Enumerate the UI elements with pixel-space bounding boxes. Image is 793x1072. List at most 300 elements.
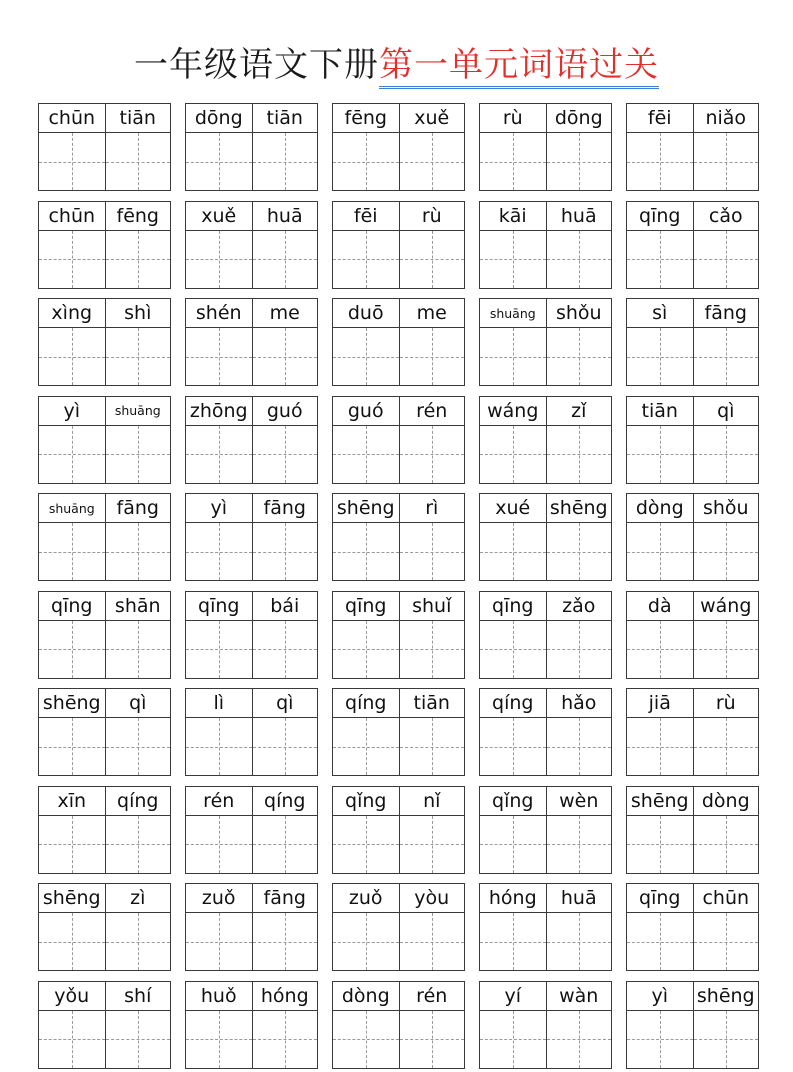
pinyin-label: yí xyxy=(480,982,546,1011)
pinyin-label: rù xyxy=(400,202,465,231)
pinyin-label: qīng xyxy=(627,202,693,231)
writing-box[interactable] xyxy=(694,1011,759,1068)
word-row xyxy=(38,201,761,289)
pinyin-label: qì xyxy=(694,397,759,426)
writing-box[interactable] xyxy=(39,231,105,288)
writing-box[interactable] xyxy=(547,523,612,580)
writing-box[interactable] xyxy=(39,913,105,970)
character-cell xyxy=(39,884,105,970)
word-cell xyxy=(185,688,318,776)
word-cell xyxy=(38,396,171,484)
writing-box[interactable] xyxy=(627,426,693,483)
writing-box[interactable] xyxy=(106,328,171,385)
writing-box[interactable] xyxy=(186,133,252,190)
character-cell xyxy=(39,787,105,873)
writing-box[interactable] xyxy=(106,718,171,775)
pinyin-label: yì xyxy=(627,982,693,1011)
writing-box[interactable] xyxy=(186,328,252,385)
writing-box[interactable] xyxy=(694,718,759,775)
word-cell xyxy=(185,103,318,191)
writing-box[interactable] xyxy=(694,816,759,873)
character-cell xyxy=(186,104,252,190)
pinyin-label: zǐ xyxy=(547,397,612,426)
word-cell xyxy=(332,591,465,679)
writing-box[interactable] xyxy=(106,913,171,970)
word-cell xyxy=(38,298,171,386)
word-cell xyxy=(332,396,465,484)
character-cell xyxy=(105,104,171,190)
pinyin-label: qīng xyxy=(186,592,252,621)
character-cell xyxy=(480,689,546,775)
pinyin-label: zǎo xyxy=(547,592,612,621)
pinyin-label: shān xyxy=(106,592,171,621)
writing-box[interactable] xyxy=(547,328,612,385)
character-cell xyxy=(693,494,759,580)
writing-box[interactable] xyxy=(333,133,399,190)
pinyin-label: huā xyxy=(547,884,612,913)
character-cell xyxy=(480,787,546,873)
writing-box[interactable] xyxy=(547,816,612,873)
writing-box[interactable] xyxy=(627,621,693,678)
character-cell xyxy=(693,299,759,385)
character-cell xyxy=(480,299,546,385)
writing-box[interactable] xyxy=(333,231,399,288)
character-cell xyxy=(252,202,318,288)
writing-box[interactable] xyxy=(694,328,759,385)
character-cell xyxy=(39,202,105,288)
writing-box[interactable] xyxy=(39,426,105,483)
word-cell xyxy=(38,883,171,971)
writing-box[interactable] xyxy=(627,913,693,970)
character-cell xyxy=(480,104,546,190)
writing-box[interactable] xyxy=(480,426,546,483)
character-cell xyxy=(105,787,171,873)
character-cell xyxy=(480,494,546,580)
writing-box[interactable] xyxy=(480,231,546,288)
character-cell xyxy=(480,202,546,288)
pinyin-label: qīng xyxy=(333,592,399,621)
pinyin-label: zhōng xyxy=(186,397,252,426)
pinyin-label: shuāng xyxy=(39,494,105,523)
word-row xyxy=(38,981,761,1069)
pinyin-label: wáng xyxy=(694,592,759,621)
word-cell xyxy=(185,591,318,679)
character-cell xyxy=(546,494,612,580)
character-cell xyxy=(399,494,465,580)
word-cell xyxy=(38,688,171,776)
writing-box[interactable] xyxy=(186,523,252,580)
writing-box[interactable] xyxy=(480,621,546,678)
character-cell xyxy=(627,689,693,775)
character-cell xyxy=(252,884,318,970)
writing-box[interactable] xyxy=(39,816,105,873)
character-cell xyxy=(333,202,399,288)
character-cell xyxy=(627,104,693,190)
pinyin-label: sì xyxy=(627,299,693,328)
pinyin-label: chūn xyxy=(39,104,105,133)
pinyin-label: rù xyxy=(694,689,759,718)
writing-box[interactable] xyxy=(400,718,465,775)
pinyin-label: zuǒ xyxy=(186,884,252,913)
pinyin-label: fēng xyxy=(333,104,399,133)
writing-box[interactable] xyxy=(400,328,465,385)
writing-box[interactable] xyxy=(253,133,318,190)
character-cell xyxy=(252,397,318,483)
word-cell xyxy=(626,103,759,191)
writing-box[interactable] xyxy=(333,913,399,970)
writing-box[interactable] xyxy=(186,426,252,483)
character-cell xyxy=(627,494,693,580)
word-cell xyxy=(479,396,612,484)
writing-box[interactable] xyxy=(186,913,252,970)
word-row xyxy=(38,688,761,776)
writing-box[interactable] xyxy=(480,133,546,190)
pinyin-label: kāi xyxy=(480,202,546,231)
writing-box[interactable] xyxy=(333,1011,399,1068)
word-row xyxy=(38,786,761,874)
character-cell xyxy=(693,104,759,190)
pinyin-label: shén xyxy=(186,299,252,328)
character-cell xyxy=(333,104,399,190)
writing-box[interactable] xyxy=(253,523,318,580)
writing-box[interactable] xyxy=(333,718,399,775)
character-cell xyxy=(186,299,252,385)
pinyin-label: duō xyxy=(333,299,399,328)
pinyin-label: shēng xyxy=(39,884,105,913)
word-grid xyxy=(38,103,761,1069)
writing-box[interactable] xyxy=(39,328,105,385)
writing-box[interactable] xyxy=(480,1011,546,1068)
writing-box[interactable] xyxy=(106,523,171,580)
word-cell xyxy=(38,103,171,191)
pinyin-label: qì xyxy=(106,689,171,718)
word-cell xyxy=(332,493,465,581)
character-cell xyxy=(252,299,318,385)
pinyin-label: qǐng xyxy=(480,787,546,816)
writing-box[interactable] xyxy=(547,718,612,775)
pinyin-label: chūn xyxy=(694,884,759,913)
title-unit: 第一单元词语过关 xyxy=(379,45,659,89)
pinyin-label: qì xyxy=(253,689,318,718)
pinyin-label: dòng xyxy=(694,787,759,816)
writing-box[interactable] xyxy=(547,913,612,970)
writing-box[interactable] xyxy=(627,816,693,873)
pinyin-label: me xyxy=(400,299,465,328)
writing-box[interactable] xyxy=(253,913,318,970)
writing-box[interactable] xyxy=(106,426,171,483)
character-cell xyxy=(333,982,399,1068)
writing-box[interactable] xyxy=(333,426,399,483)
word-cell xyxy=(626,688,759,776)
writing-box[interactable] xyxy=(694,523,759,580)
pinyin-label: yì xyxy=(39,397,105,426)
word-cell xyxy=(38,493,171,581)
pinyin-label: hǎo xyxy=(547,689,612,718)
writing-box[interactable] xyxy=(627,133,693,190)
word-cell xyxy=(38,981,171,1069)
pinyin-label: guó xyxy=(253,397,318,426)
writing-box[interactable] xyxy=(253,621,318,678)
word-cell xyxy=(626,883,759,971)
writing-box[interactable] xyxy=(106,1011,171,1068)
writing-box[interactable] xyxy=(106,133,171,190)
pinyin-label: wàn xyxy=(547,982,612,1011)
pinyin-label: wáng xyxy=(480,397,546,426)
writing-box[interactable] xyxy=(547,426,612,483)
pinyin-label: qīng xyxy=(39,592,105,621)
writing-box[interactable] xyxy=(400,816,465,873)
pinyin-label: shí xyxy=(106,982,171,1011)
writing-box[interactable] xyxy=(253,231,318,288)
pinyin-label: tiān xyxy=(106,104,171,133)
character-cell xyxy=(546,592,612,678)
pinyin-label: rì xyxy=(400,494,465,523)
character-cell xyxy=(186,884,252,970)
writing-box[interactable] xyxy=(186,231,252,288)
writing-box[interactable] xyxy=(253,718,318,775)
word-row xyxy=(38,396,761,484)
pinyin-label: zì xyxy=(106,884,171,913)
character-cell xyxy=(105,299,171,385)
writing-box[interactable] xyxy=(253,426,318,483)
character-cell xyxy=(186,689,252,775)
writing-box[interactable] xyxy=(400,1011,465,1068)
writing-box[interactable] xyxy=(627,523,693,580)
pinyin-label: huǒ xyxy=(186,982,252,1011)
pinyin-label: cǎo xyxy=(694,202,759,231)
character-cell xyxy=(105,884,171,970)
pinyin-label: jiā xyxy=(627,689,693,718)
pinyin-label: qíng xyxy=(480,689,546,718)
character-cell xyxy=(546,299,612,385)
writing-box[interactable] xyxy=(400,426,465,483)
writing-box[interactable] xyxy=(547,133,612,190)
pinyin-label: fāng xyxy=(253,494,318,523)
pinyin-label: shēng xyxy=(627,787,693,816)
writing-box[interactable] xyxy=(253,816,318,873)
pinyin-label: yǒu xyxy=(39,982,105,1011)
character-cell xyxy=(480,592,546,678)
writing-box[interactable] xyxy=(186,1011,252,1068)
character-cell xyxy=(546,689,612,775)
character-cell xyxy=(105,592,171,678)
character-cell xyxy=(693,592,759,678)
writing-box[interactable] xyxy=(627,718,693,775)
word-cell xyxy=(626,298,759,386)
pinyin-label: dòng xyxy=(627,494,693,523)
pinyin-label: rù xyxy=(480,104,546,133)
character-cell xyxy=(627,202,693,288)
writing-box[interactable] xyxy=(480,913,546,970)
pinyin-label: bái xyxy=(253,592,318,621)
writing-box[interactable] xyxy=(333,328,399,385)
pinyin-label: hóng xyxy=(253,982,318,1011)
pinyin-label: yòu xyxy=(400,884,465,913)
word-cell xyxy=(185,493,318,581)
pinyin-label: rén xyxy=(400,397,465,426)
writing-box[interactable] xyxy=(400,913,465,970)
pinyin-label: me xyxy=(253,299,318,328)
writing-box[interactable] xyxy=(694,133,759,190)
pinyin-label: shuǐ xyxy=(400,592,465,621)
writing-box[interactable] xyxy=(106,621,171,678)
writing-box[interactable] xyxy=(186,718,252,775)
character-cell xyxy=(627,982,693,1068)
word-cell xyxy=(185,883,318,971)
writing-box[interactable] xyxy=(547,1011,612,1068)
writing-box[interactable] xyxy=(400,621,465,678)
word-cell xyxy=(479,883,612,971)
pinyin-label: qǐng xyxy=(333,787,399,816)
character-cell xyxy=(333,689,399,775)
pinyin-label: shǒu xyxy=(547,299,612,328)
writing-box[interactable] xyxy=(186,816,252,873)
writing-box[interactable] xyxy=(480,816,546,873)
writing-box[interactable] xyxy=(186,621,252,678)
character-cell xyxy=(333,397,399,483)
character-cell xyxy=(627,787,693,873)
word-cell xyxy=(185,201,318,289)
character-cell xyxy=(693,202,759,288)
word-cell xyxy=(332,201,465,289)
character-cell xyxy=(333,592,399,678)
pinyin-label: xué xyxy=(480,494,546,523)
word-cell xyxy=(185,786,318,874)
character-cell xyxy=(333,299,399,385)
word-cell xyxy=(332,688,465,776)
pinyin-label: xìng xyxy=(39,299,105,328)
character-cell xyxy=(399,299,465,385)
word-row xyxy=(38,493,761,581)
pinyin-label: shǒu xyxy=(694,494,759,523)
writing-box[interactable] xyxy=(106,231,171,288)
character-cell xyxy=(186,494,252,580)
character-cell xyxy=(252,592,318,678)
pinyin-label: guó xyxy=(333,397,399,426)
pinyin-label: dà xyxy=(627,592,693,621)
word-cell xyxy=(479,786,612,874)
word-cell xyxy=(626,396,759,484)
writing-box[interactable] xyxy=(333,621,399,678)
pinyin-label: huā xyxy=(547,202,612,231)
character-cell xyxy=(546,202,612,288)
word-row xyxy=(38,298,761,386)
pinyin-label: nǐ xyxy=(400,787,465,816)
character-cell xyxy=(39,104,105,190)
pinyin-label: fāng xyxy=(106,494,171,523)
character-cell xyxy=(480,982,546,1068)
character-cell xyxy=(39,689,105,775)
writing-box[interactable] xyxy=(480,523,546,580)
character-cell xyxy=(333,494,399,580)
character-cell xyxy=(252,689,318,775)
word-cell xyxy=(185,298,318,386)
character-cell xyxy=(105,982,171,1068)
word-row xyxy=(38,103,761,191)
writing-box[interactable] xyxy=(400,231,465,288)
writing-box[interactable] xyxy=(547,231,612,288)
character-cell xyxy=(627,884,693,970)
character-cell xyxy=(252,494,318,580)
character-cell xyxy=(186,787,252,873)
pinyin-label: huā xyxy=(253,202,318,231)
pinyin-label: fāng xyxy=(253,884,318,913)
writing-box[interactable] xyxy=(39,718,105,775)
word-cell xyxy=(185,981,318,1069)
word-cell xyxy=(626,981,759,1069)
writing-box[interactable] xyxy=(333,523,399,580)
writing-box[interactable] xyxy=(39,621,105,678)
word-cell xyxy=(185,396,318,484)
word-row xyxy=(38,591,761,679)
writing-box[interactable] xyxy=(627,328,693,385)
writing-box[interactable] xyxy=(480,718,546,775)
pinyin-label: shēng xyxy=(547,494,612,523)
character-cell xyxy=(39,494,105,580)
writing-box[interactable] xyxy=(253,328,318,385)
writing-box[interactable] xyxy=(39,1011,105,1068)
pinyin-label: xīn xyxy=(39,787,105,816)
word-cell xyxy=(332,298,465,386)
pinyin-label: qīng xyxy=(480,592,546,621)
writing-box[interactable] xyxy=(480,328,546,385)
writing-box[interactable] xyxy=(106,816,171,873)
writing-box[interactable] xyxy=(694,913,759,970)
word-row xyxy=(38,883,761,971)
writing-box[interactable] xyxy=(39,133,105,190)
writing-box[interactable] xyxy=(694,621,759,678)
word-cell xyxy=(626,201,759,289)
word-cell xyxy=(332,103,465,191)
character-cell xyxy=(399,397,465,483)
character-cell xyxy=(627,592,693,678)
character-cell xyxy=(693,982,759,1068)
writing-box[interactable] xyxy=(253,1011,318,1068)
character-cell xyxy=(546,104,612,190)
pinyin-label: shēng xyxy=(694,982,759,1011)
pinyin-label: shuāng xyxy=(106,397,171,426)
character-cell xyxy=(252,787,318,873)
character-cell xyxy=(39,982,105,1068)
character-cell xyxy=(399,884,465,970)
pinyin-label: qíng xyxy=(106,787,171,816)
character-cell xyxy=(399,104,465,190)
writing-box[interactable] xyxy=(627,231,693,288)
writing-box[interactable] xyxy=(400,133,465,190)
writing-box[interactable] xyxy=(39,523,105,580)
character-cell xyxy=(105,397,171,483)
writing-box[interactable] xyxy=(333,816,399,873)
character-cell xyxy=(252,982,318,1068)
writing-box[interactable] xyxy=(694,231,759,288)
word-cell xyxy=(38,201,171,289)
character-cell xyxy=(105,202,171,288)
word-cell xyxy=(38,786,171,874)
writing-box[interactable] xyxy=(400,523,465,580)
pinyin-label: xuě xyxy=(186,202,252,231)
character-cell xyxy=(627,299,693,385)
word-cell xyxy=(332,786,465,874)
pinyin-label: rén xyxy=(186,787,252,816)
writing-box[interactable] xyxy=(547,621,612,678)
pinyin-label: dōng xyxy=(186,104,252,133)
writing-box[interactable] xyxy=(627,1011,693,1068)
character-cell xyxy=(333,787,399,873)
character-cell xyxy=(399,689,465,775)
writing-box[interactable] xyxy=(694,426,759,483)
character-cell xyxy=(693,689,759,775)
word-cell xyxy=(479,201,612,289)
